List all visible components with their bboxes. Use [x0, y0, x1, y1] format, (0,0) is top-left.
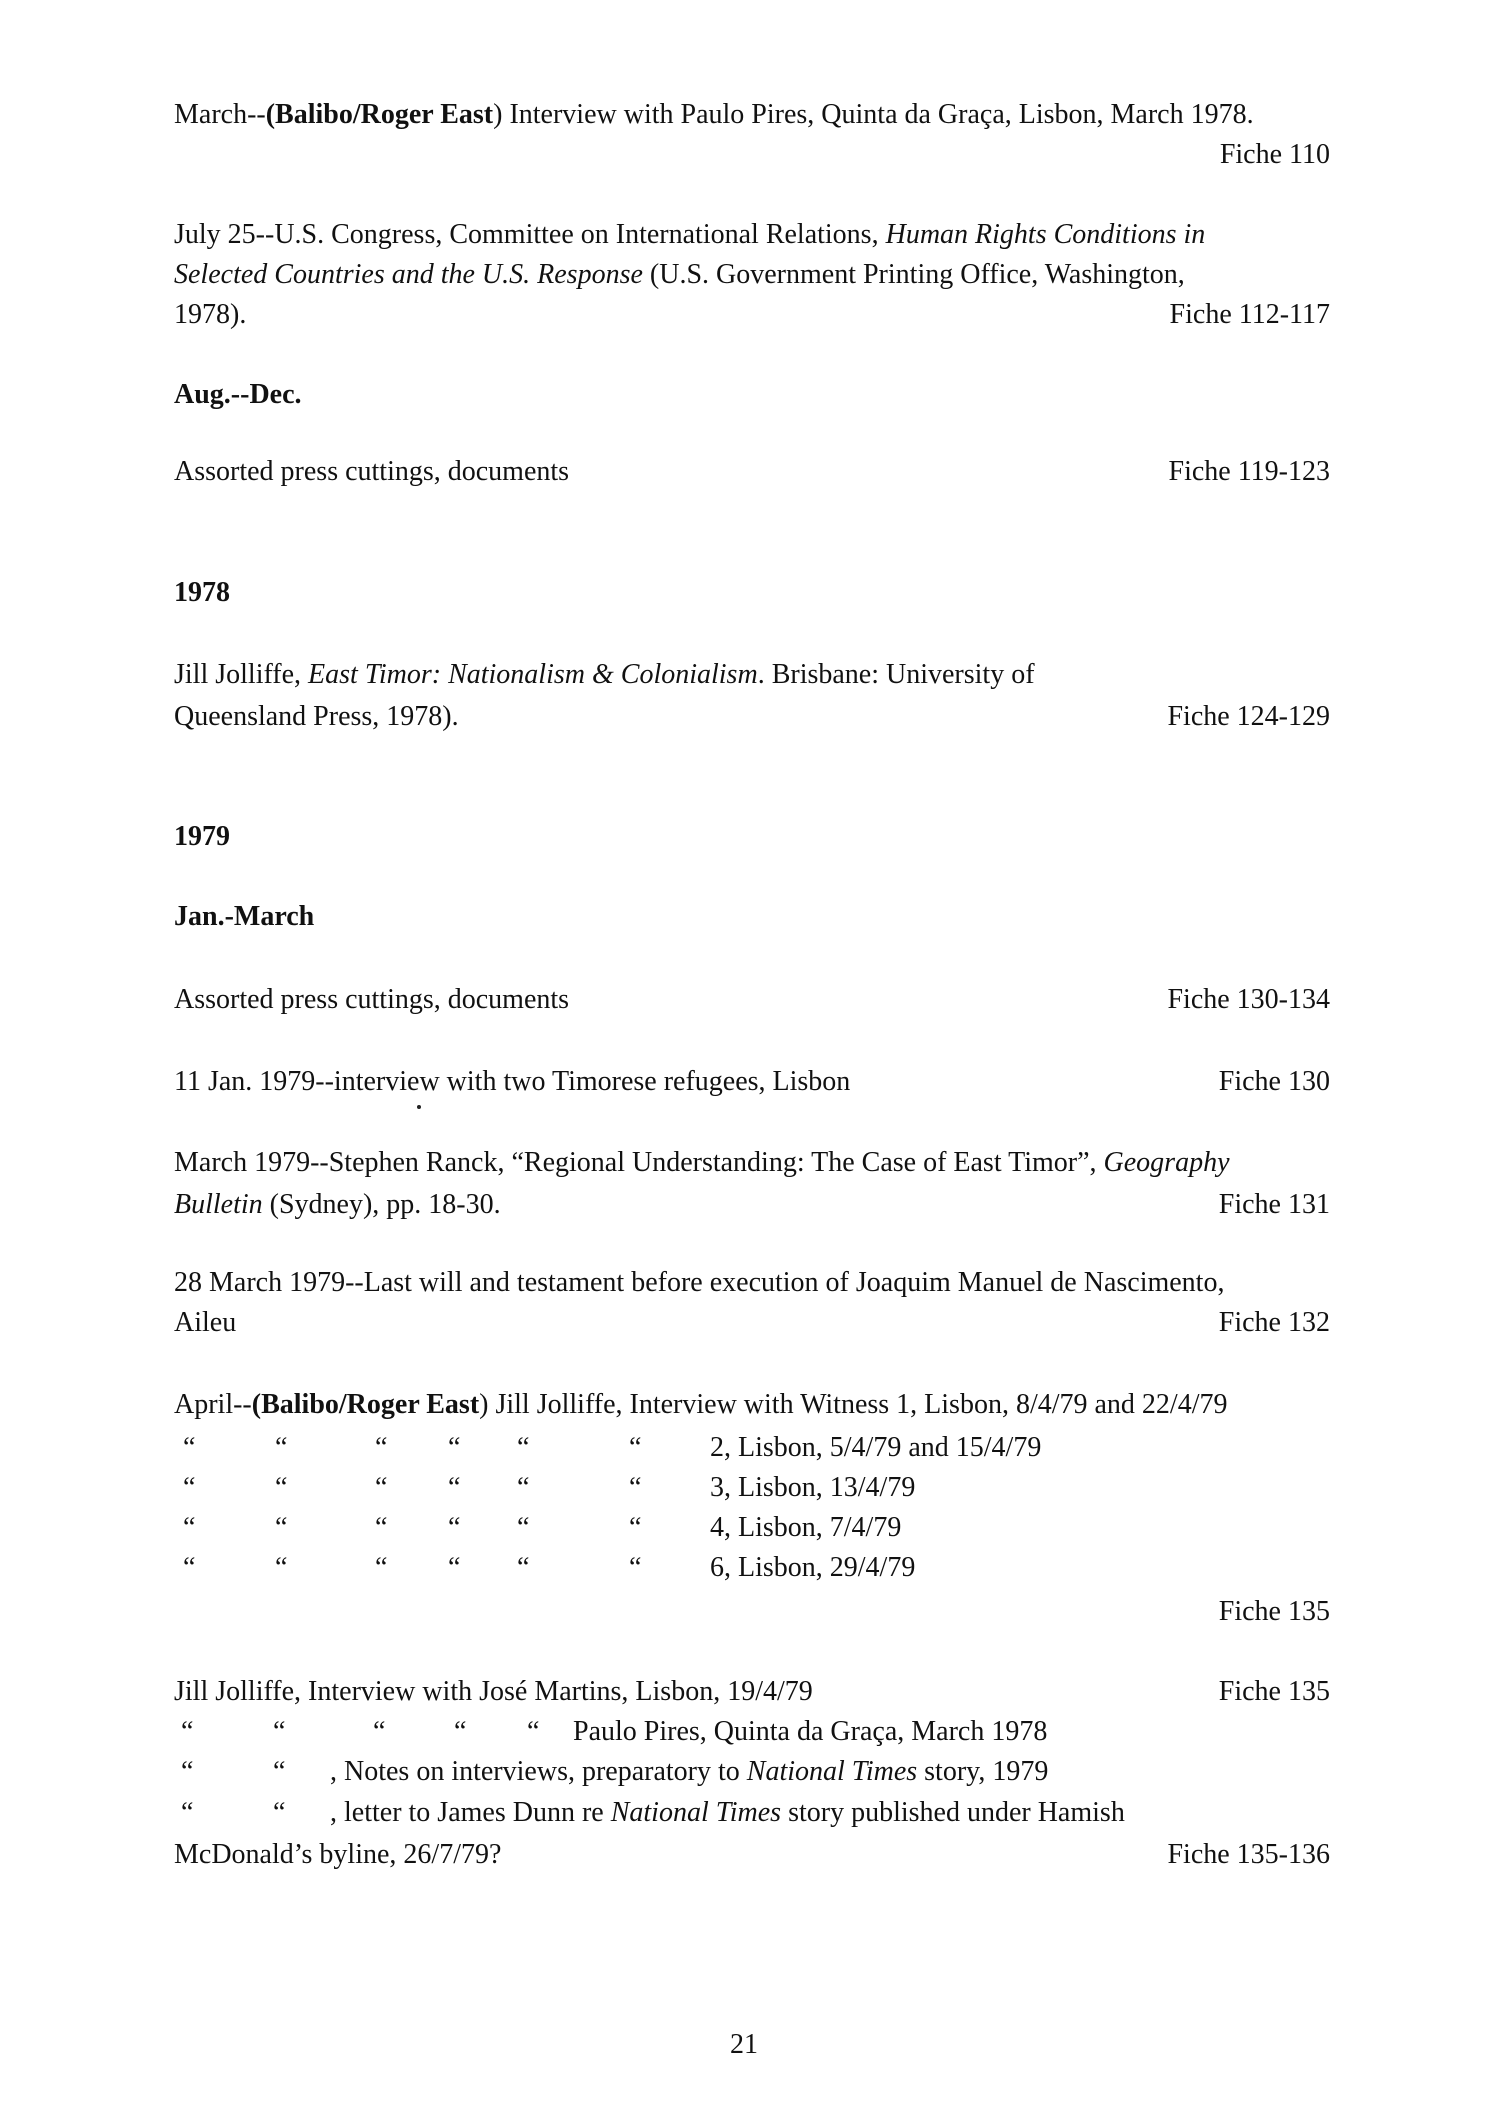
entry-text: story, 1979 — [917, 1756, 1049, 1787]
fiche-ref: Fiche 135-136 — [1167, 1839, 1330, 1870]
ditto-mark: “ — [629, 1552, 642, 1583]
fiche-ref: Fiche 135 — [1218, 1596, 1330, 1627]
entry-us-congress-line3: 1978). — [174, 299, 247, 330]
section-heading-aug-dec: Aug.--Dec. — [174, 379, 302, 410]
ditto-mark: “ — [527, 1716, 540, 1747]
year-heading-1979: 1979 — [174, 821, 230, 852]
entry-title: Selected Countries and the U.S. Response — [174, 259, 643, 290]
ditto-mark: “ — [629, 1512, 642, 1543]
entry-letter — [330, 1799, 1125, 1827]
entry-notes — [330, 1758, 1048, 1786]
ditto-mark: “ — [629, 1432, 642, 1463]
entry-text: ) Jill Jolliffe, Interview with Witness 1, Lisbon, 8/4/79 and 22/4/79 — [479, 1389, 1228, 1420]
entry-martins-interview: Jill Jolliffe, Interview with José Martins, Lisbon, 19/4/79 — [174, 1676, 813, 1707]
entry-march-balibo — [174, 101, 1254, 129]
ditto-mark: “ — [375, 1552, 388, 1583]
fiche-ref: Fiche 112-117 — [1169, 299, 1330, 330]
entry-text: Paulo Pires, Quinta da Graça, March 1978 — [573, 1716, 1048, 1747]
entry-last-will-line2: Aileu — [174, 1307, 237, 1338]
fiche-ref: Fiche 132 — [1218, 1307, 1330, 1338]
ditto-mark: “ — [273, 1716, 286, 1747]
ditto-mark: “ — [183, 1552, 196, 1583]
ditto-mark: “ — [629, 1472, 642, 1503]
entry-text: March 1979--Stephen Ranck, “Regional Understanding: The Case of East Timor”, — [174, 1147, 1104, 1178]
ditto-mark: “ — [373, 1716, 386, 1747]
entry-us-congress-line2 — [174, 261, 1185, 289]
entry-assorted-press: Assorted press cuttings, documents — [174, 984, 570, 1015]
fiche-ref: Fiche 130 — [1218, 1066, 1330, 1097]
entry-text: , Notes on interviews, preparatory to — [330, 1756, 747, 1787]
entry-text: (U.S. Government Printing Office, Washington, — [642, 259, 1185, 290]
entry-jolliffe-book-line1 — [174, 661, 1035, 689]
ditto-mark: “ — [375, 1472, 388, 1503]
witness-detail: 4, Lisbon, 7/4/79 — [710, 1512, 902, 1543]
entry-title: Geography — [1103, 1147, 1230, 1178]
entry-assorted-press: Assorted press cuttings, documents — [174, 456, 570, 487]
ditto-mark: “ — [183, 1512, 196, 1543]
ditto-mark: “ — [517, 1432, 530, 1463]
ditto-mark: “ — [517, 1512, 530, 1543]
ditto-mark: “ — [517, 1472, 530, 1503]
ditto-mark: “ — [275, 1472, 288, 1503]
entry-title: Bulletin — [174, 1189, 263, 1220]
section-heading-jan-march: Jan.-March — [174, 901, 315, 932]
witness-detail: 6, Lisbon, 29/4/79 — [710, 1552, 916, 1583]
ditto-mark: “ — [181, 1756, 194, 1787]
ditto-mark: “ — [183, 1432, 196, 1463]
entry-author: Jill Jolliffe, — [174, 659, 309, 690]
entry-bold-topic: (Balibo/Roger East — [265, 99, 494, 130]
entry-text: story published under Hamish — [781, 1797, 1125, 1828]
entry-text: (Sydney), pp. 18-30. — [262, 1189, 501, 1220]
entry-ranck-line2 — [174, 1191, 501, 1219]
fiche-ref: Fiche 130-134 — [1167, 984, 1330, 1015]
ditto-mark: “ — [273, 1756, 286, 1787]
entry-april-witnesses — [174, 1391, 1228, 1419]
entry-title: National Times — [610, 1797, 782, 1828]
page-number: 21 — [730, 2029, 758, 2060]
ditto-mark: “ — [375, 1512, 388, 1543]
entry-text: , letter to James Dunn re — [330, 1797, 611, 1828]
entry-us-congress-line1 — [174, 221, 1205, 249]
entry-last-will-line1: 28 March 1979--Last will and testament before execution of Joaquim Manuel de Nascimento, — [174, 1267, 1225, 1298]
ditto-mark: “ — [448, 1512, 461, 1543]
ditto-mark: “ — [275, 1432, 288, 1463]
ditto-mark: “ — [517, 1552, 530, 1583]
fiche-ref: Fiche 124-129 — [1167, 701, 1330, 732]
fiche-ref: Fiche 131 — [1218, 1189, 1330, 1220]
scan-speck — [417, 1105, 421, 1109]
witness-detail: 3, Lisbon, 13/4/79 — [710, 1472, 916, 1503]
entry-title: East Timor: Nationalism & Colonialism — [308, 659, 758, 690]
entry-title: National Times — [746, 1756, 918, 1787]
entry-jolliffe-book-line2: Queensland Press, 1978). — [174, 701, 459, 732]
ditto-mark: “ — [273, 1797, 286, 1828]
entry-date: April-- — [174, 1389, 252, 1420]
ditto-mark: “ — [375, 1432, 388, 1463]
entry-date: March-- — [174, 99, 266, 130]
ditto-mark: “ — [275, 1552, 288, 1583]
witness-detail: 2, Lisbon, 5/4/79 and 15/4/79 — [710, 1432, 1042, 1463]
entry-text: July 25--U.S. Congress, Committee on International Relations, — [174, 219, 886, 250]
ditto-mark: “ — [183, 1472, 196, 1503]
ditto-mark: “ — [181, 1716, 194, 1747]
ditto-mark: “ — [448, 1472, 461, 1503]
ditto-mark: “ — [448, 1552, 461, 1583]
ditto-mark: “ — [181, 1797, 194, 1828]
entry-text: ) Interview with Paulo Pires, Quinta da Graça, Lisbon, March 1978. — [493, 99, 1254, 130]
entry-refugee-interview: 11 Jan. 1979--interview with two Timorese refugees, Lisbon — [174, 1066, 851, 1097]
entry-ranck-line1 — [174, 1149, 1230, 1177]
entry-title: Human Rights Conditions in — [885, 219, 1206, 250]
entry-text: . Brisbane: University of — [757, 659, 1035, 690]
ditto-mark: “ — [454, 1716, 467, 1747]
fiche-ref: Fiche 135 — [1218, 1676, 1330, 1707]
ditto-mark: “ — [275, 1512, 288, 1543]
fiche-ref: Fiche 119-123 — [1168, 456, 1330, 487]
ditto-mark: “ — [448, 1432, 461, 1463]
entry-bold-topic: (Balibo/Roger East — [251, 1389, 480, 1420]
entry-byline: McDonald’s byline, 26/7/79? — [174, 1839, 502, 1870]
year-heading-1978: 1978 — [174, 577, 230, 608]
fiche-ref: Fiche 110 — [1219, 139, 1330, 170]
